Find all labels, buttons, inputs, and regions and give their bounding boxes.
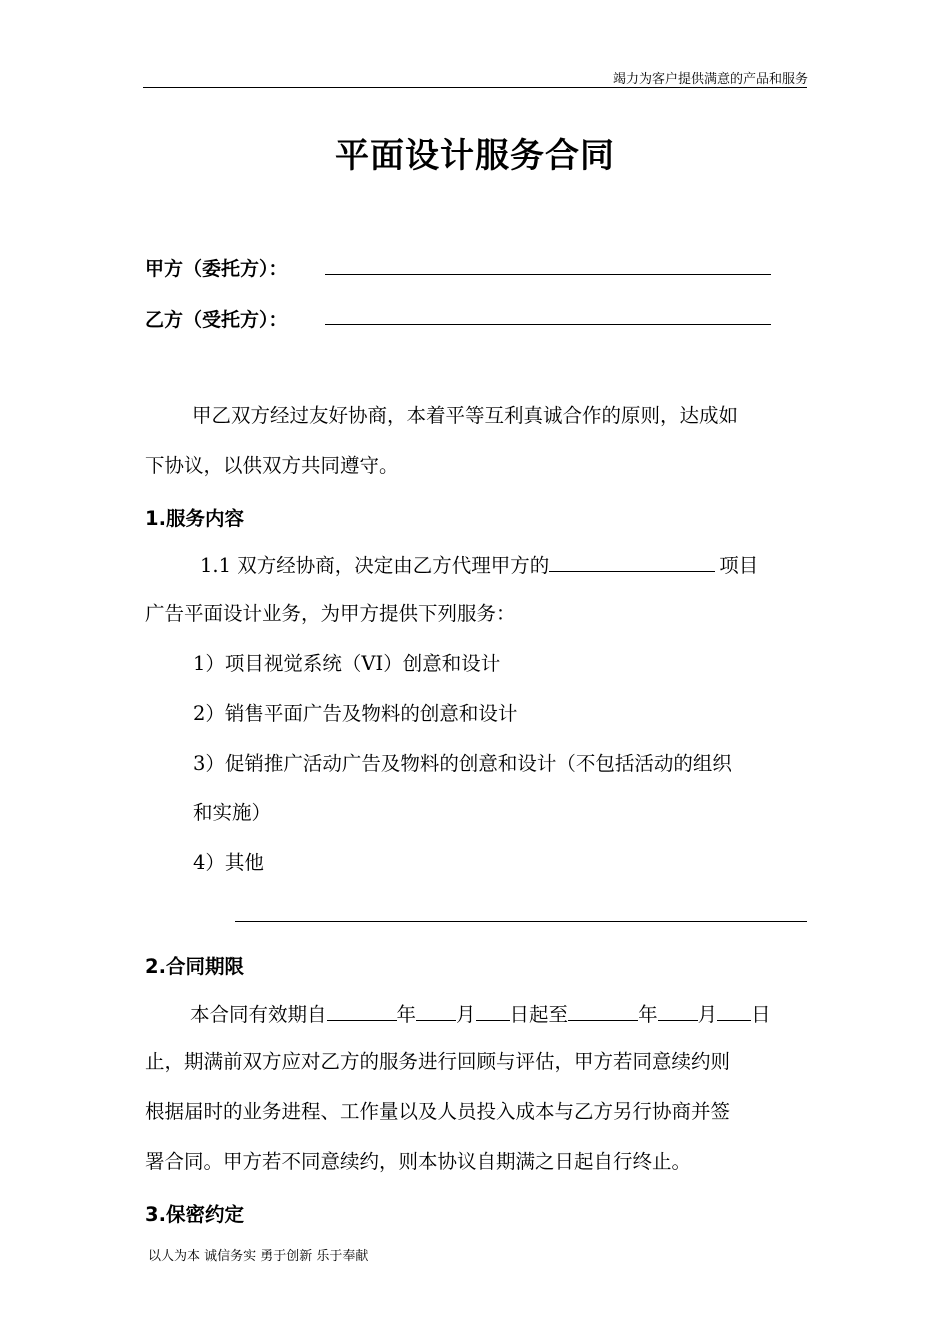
section-1-p1-text-a: 1.1 双方经协商，决定由乙方代理甲方的: [200, 554, 550, 577]
start-month-blank: [416, 1000, 456, 1021]
header-divider: [143, 87, 807, 88]
footer-motto: 以人为本 诚信务实 勇于创新 乐于奉献: [148, 1249, 369, 1264]
service-item-1: 1）项目视觉系统（VI）创意和设计: [193, 652, 501, 675]
contract-term-line-4: 署合同。甲方若不同意续约，则本协议自期满之日起自行终止。: [145, 1150, 692, 1173]
section-1-paragraph-line-1: [200, 551, 758, 579]
service-item-3-cont: 和实施）: [193, 801, 272, 824]
party-b-label: 乙方（受托方）：: [145, 309, 288, 331]
section-3-heading: 3.保密约定: [145, 1203, 244, 1226]
section-1-paragraph-line-2: 广告平面设计业务，为甲方提供下列服务：: [145, 602, 516, 625]
start-day-blank: [476, 1000, 510, 1021]
intro-line-2: 下协议，以供双方共同遵守。: [145, 454, 399, 477]
service-item-3: 3）促销推广活动广告及物料的创意和设计（不包括活动的组织: [193, 752, 732, 775]
term-month-label: 月: [456, 1003, 476, 1026]
contract-term-line-2: 止，期满前双方应对乙方的服务进行回顾与评估，甲方若同意续约则: [145, 1050, 731, 1073]
document-title: 平面设计服务合同: [335, 136, 615, 176]
term-end-day-label: 日: [751, 1003, 771, 1026]
term-text-start: 本合同有效期自: [190, 1003, 327, 1026]
end-year-blank: [568, 1000, 638, 1021]
end-month-blank: [658, 1000, 698, 1021]
other-services-blank: [235, 921, 807, 922]
header-slogan: 竭力为客户提供满意的产品和服务: [612, 72, 808, 87]
section-1-heading: 1.服务内容: [145, 507, 244, 530]
term-text-to: 日起至: [509, 1003, 569, 1026]
term-year-label: 年: [396, 1003, 417, 1026]
service-item-4: 4）其他: [193, 851, 264, 874]
intro-line-1: 甲乙双方经过友好协商，本着平等互利真诚合作的原则，达成如: [192, 404, 739, 427]
section-2-heading: 2.合同期限: [145, 955, 244, 978]
end-day-blank: [717, 1000, 751, 1021]
party-a-blank: [325, 274, 771, 275]
term-end-month-label: 月: [697, 1003, 718, 1026]
party-b-blank: [325, 324, 771, 325]
start-year-blank: [327, 1000, 397, 1021]
contract-term-line-1: [190, 1000, 771, 1028]
project-name-blank: [549, 551, 715, 572]
service-item-2: 2）销售平面广告及物料的创意和设计: [193, 702, 518, 725]
party-a-label: 甲方（委托方）：: [145, 258, 288, 280]
term-end-year-label: 年: [638, 1003, 658, 1026]
section-1-p1-text-b: 项目: [719, 554, 759, 577]
contract-term-line-3: 根据届时的业务进程、工作量以及人员投入成本与乙方另行协商并签: [145, 1100, 731, 1123]
